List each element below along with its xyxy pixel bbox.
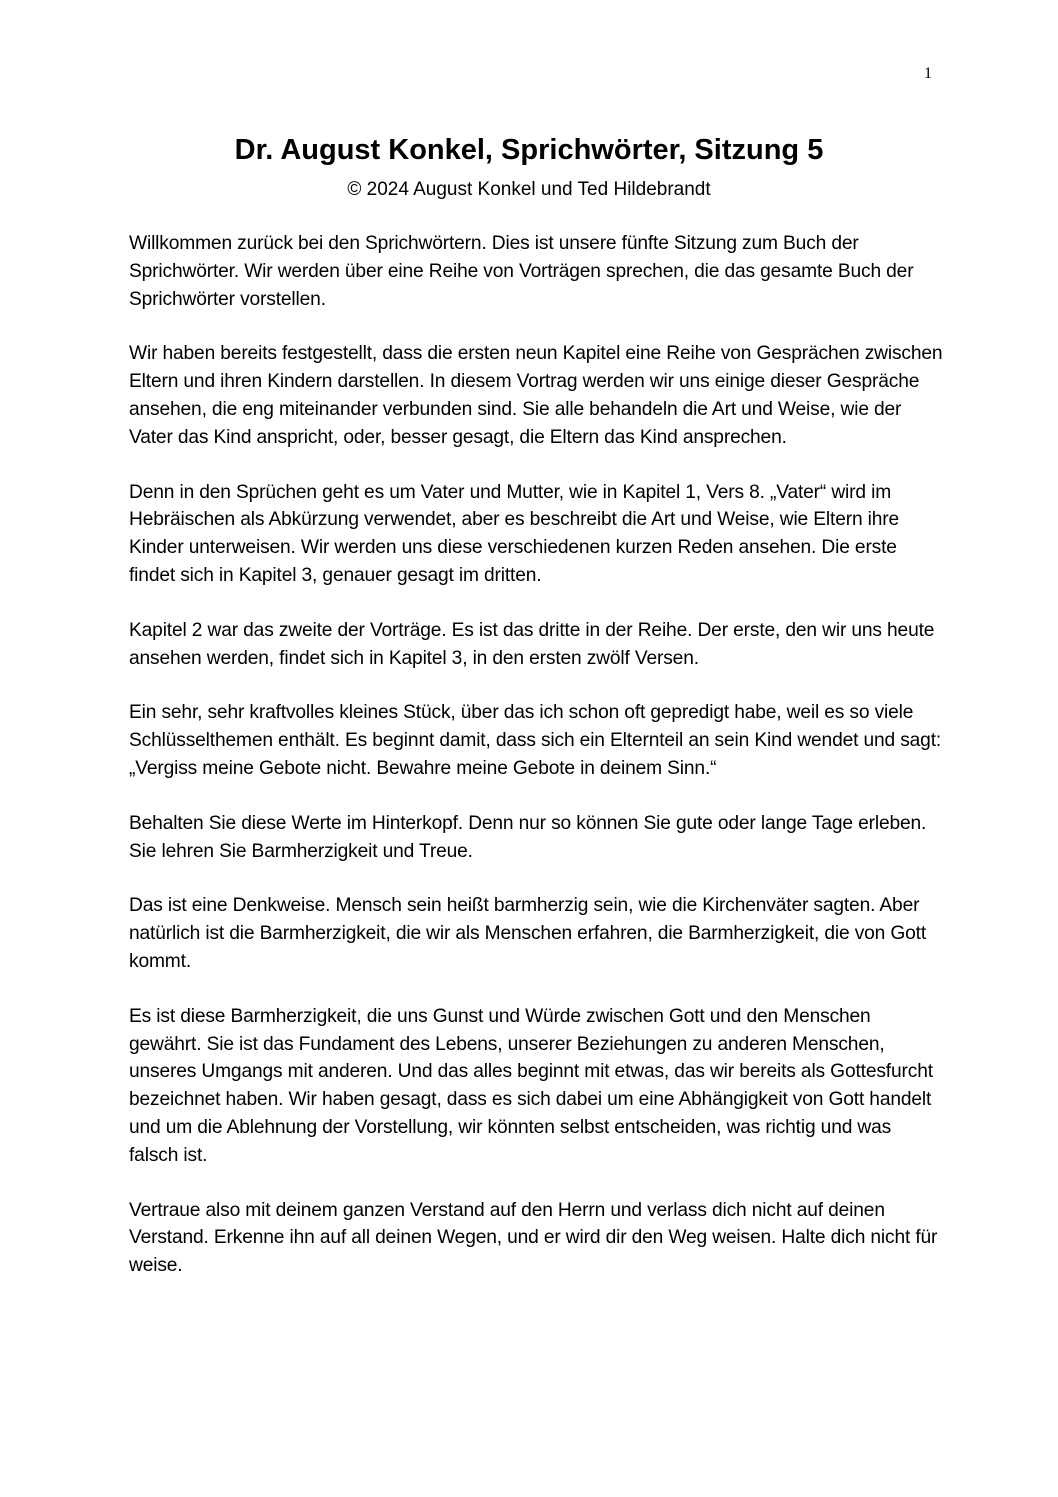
copyright-line: © 2024 August Konkel und Ted Hildebrandt — [347, 179, 711, 200]
paragraph: Kapitel 2 war das zweite der Vorträge. Es ist das dritte in der Reihe. Der erste, den wir uns heute ansehen werden, findet sich in Kapitel 3, in den ersten zwölf Versen. — [129, 619, 935, 669]
paragraph: Das ist eine Denkweise. Mensch sein heißt barmherzig sein, wie die Kirchenväter sagten. Aber natürlich ist die Barmherzigkeit, die wir als Menschen erfahren, die Barmherzigkeit, die von Gott kommt. — [129, 895, 927, 972]
page-number: 1 — [924, 65, 932, 82]
paragraph: Willkommen zurück bei den Sprichwörtern. Dies ist unsere fünfte Sitzung zum Buch der Sprichwörter. Wir werden über eine Reihe von Vorträgen sprechen, die das gesamte Buch der Sprichwörter vorstellen. — [129, 233, 914, 310]
paragraph: Behalten Sie diese Werte im Hinterkopf. Denn nur so können Sie gute oder lange Tage erleben. Sie lehren Sie Barmherzigkeit und Treue. — [129, 812, 927, 862]
paragraph: Es ist diese Barmherzigkeit, die uns Gunst und Würde zwischen Gott und den Menschen gewährt. Sie ist das Fundament des Lebens, unserer Beziehungen zu anderen Menschen, unseres Umgangs mit anderen. Und das alles beginnt mit etwas, das wir bereits als Gottesfurcht bezeichnet haben. Wir haben gesagt, dass es sich dabei um eine Abhängigkeit von Gott handelt und um die Ablehnung der Vorstellung, wir könnten selbst entscheiden, was richtig und was falsch ist. — [129, 1005, 933, 1166]
paragraph: Denn in den Sprüchen geht es um Vater und Mutter, wie in Kapitel 1, Vers 8. „Vater“ wird im Hebräischen als Abkürzung verwendet, aber es beschreibt die Art und Weise, wie Eltern ihre Kinder unterweisen. Wir werden uns diese verschiedenen kurzen Reden ansehen. Die erste findet sich in Kapitel 3, genauer gesagt im dritten. — [129, 481, 900, 586]
document-title: Dr. August Konkel, Sprichwörter, Sitzung 5 — [234, 134, 824, 166]
paragraph: Ein sehr, sehr kraftvolles kleines Stück, über das ich schon oft gepredigt habe, weil es so viele Schlüsselthemen enthält. Es beginnt damit, dass sich ein Elternteil an sein Kind wendet und sagt: „Vergiss meine Gebote nicht. Bewahre meine Gebote in deinem Sinn.“ — [129, 702, 942, 779]
paragraph: Wir haben bereits festgestellt, dass die ersten neun Kapitel eine Reihe von Gesprächen zwischen Eltern und ihren Kindern darstellen. In diesem Vortrag werden wir uns einige dieser Gespräche ansehen, die eng miteinander verbunden sind. Sie alle behandeln die Art und Weise, wie der Vater das Kind anspricht, oder, besser gesagt, die Eltern das Kind ansprechen. — [129, 343, 943, 448]
document-body — [129, 230, 944, 1307]
paragraph: Vertraue also mit deinem ganzen Verstand auf den Herrn und verlass dich nicht auf deinen Verstand. Erkenne ihn auf all deinen Wegen, und er wird dir den Weg weisen. Halte dich nicht für weise. — [129, 1199, 938, 1277]
